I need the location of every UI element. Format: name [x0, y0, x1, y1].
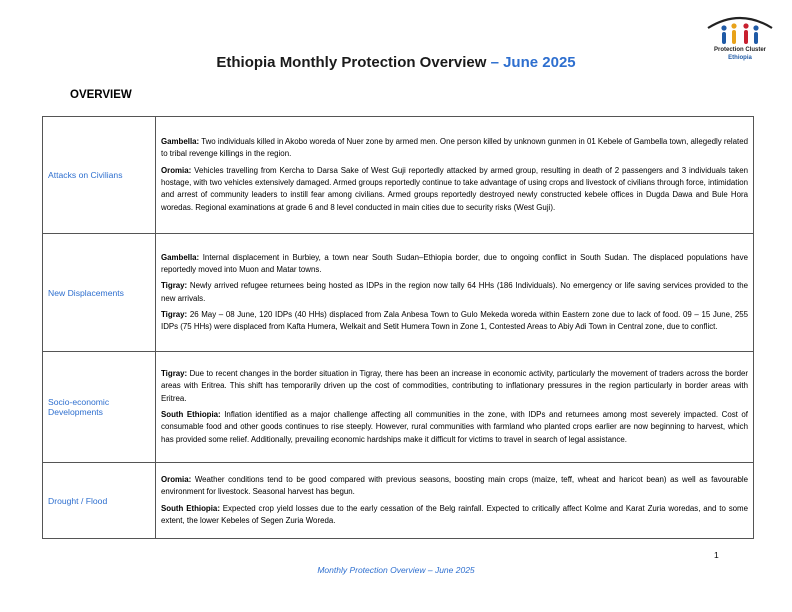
- logo-line1: Protection Cluster: [713, 47, 766, 53]
- page-footer: Monthly Protection Overview – June 2025: [317, 565, 475, 575]
- page-title: [0, 54, 792, 71]
- logo-arc: [708, 18, 772, 28]
- overview-table: [42, 116, 754, 539]
- table-row: [43, 117, 754, 234]
- paragraph-text: Due to recent changes in the border situation in Tigray, there has been an increase in economic activity, particularly the movement of traders across the border areas with Eritrea. This shift has temporarily driven up the cost of commodities, contributing to inflationary pressures in the region particularly in border areas with Eritrea.: [161, 369, 748, 403]
- paragraph: [161, 165, 748, 214]
- paragraph-text: Inflation identified as a major challenge affecting all communities in the zone, with IDPs and returnees among most severely impacted. Cost of consumable food and other goods continues to rise steeply. However, rural communities with farmland who planted crops earlier are now beginning to harvest, which has provided some relief. Additionally, prevailing economic hardships make it difficult for victims to travel in search of legal assistance.: [161, 410, 748, 444]
- paragraph-text: Internal displacement in Burbiey, a town near South Sudan–Ethiopia border, due to ongoing conflict in South Sudan. The displaced populations have reportedly moved into Muon and Matar towns.: [161, 252, 748, 274]
- paragraph: [161, 503, 748, 528]
- row-content: [156, 234, 754, 352]
- page-number: 1: [714, 550, 719, 560]
- region-label: South Ethiopia:: [161, 503, 220, 513]
- paragraph: [161, 136, 748, 161]
- row-category: Drought / Flood: [43, 463, 156, 539]
- row-content: [156, 352, 754, 463]
- region-label: Gambella:: [161, 137, 200, 147]
- title-accent: – June 2025: [490, 54, 576, 71]
- region-label: South Ethiopia:: [161, 410, 221, 419]
- paragraph: [161, 309, 748, 334]
- paragraph: [161, 368, 748, 405]
- region-label: Tigray:: [161, 369, 188, 379]
- logo-line2: Ethiopia: [728, 55, 752, 61]
- region-label: Oromia:: [161, 474, 192, 484]
- table-row: [43, 352, 754, 463]
- title-main: Ethiopia Monthly Protection Overview: [216, 54, 487, 71]
- region-label: Gambella:: [161, 252, 200, 262]
- paragraph-text: 26 May – 08 June, 120 IDPs (40 HHs) displaced from Zala Anbesa Town to Gulo Mekeda woreda within Eastern zone due to lack of food. 09 – 15 June, 255 IDPs (75 HHs) were displaced from Kafta Humera, Welkait and Setit Humera Town in Zone 1, Contested Areas to Abiy Adi Town in Central zone, due to conflict.: [161, 309, 748, 332]
- paragraph: [161, 409, 748, 446]
- paragraph: [161, 474, 748, 499]
- region-label: Tigray:: [161, 309, 188, 319]
- row-content: [156, 117, 754, 234]
- region-label: Tigray:: [161, 281, 188, 291]
- paragraph: [161, 280, 748, 305]
- row-category: Socio-economic Developments: [43, 352, 156, 463]
- paragraph-text: Weather conditions tend to be good compared with previous seasons, boosting main crops (maize, teff, wheat and haricot bean) as well as favourable environment for livestock. Seasonal harvest has begun.: [161, 474, 748, 497]
- paragraph: [161, 252, 748, 277]
- row-category: Attacks on Civilians: [43, 117, 156, 234]
- paragraph-text: Expected crop yield losses due to the early cessation of the Belg rainfall. Expected to critically affect Kolme and Karat Zuria woredas, and to some extent, the lower Kebeles of Segen Zuria Woreda.: [161, 503, 749, 525]
- table-row: [43, 234, 754, 352]
- row-content: [156, 463, 754, 539]
- paragraph-text: Vehicles travelling from Kercha to Darsa Sake of West Guji reportedly attacked by armed group, resulting in death of 2 passengers and 3 individuals taken hostage, with two vehicles extensively damaged. Armed groups reportedly continue to take advantage of using crops and livestock of civilians through force, intimidation and arrest of community leaders to instill fear among civilians. Armed groups reportedly destroyed newly constructed kebele offices in Dugda Dawa and Bule Hora woredas. Regional examinations at grade 6 and 8 level conducted in main cities due to security risks (West Guji).: [161, 165, 748, 212]
- paragraph-text: Two individuals killed in Akobo woreda of Nuer zone by armed men. One person killed by unknown gunmen in 01 Kebele of Gambella town, allegedly related to tribal revenge killings in the region.: [161, 137, 748, 159]
- section-heading: OVERVIEW: [70, 89, 132, 101]
- region-label: Oromia:: [161, 165, 192, 175]
- logo-figures: [721, 23, 758, 44]
- paragraph-text: Newly arrived refugee returnees being hosted as IDPs in the region now tally 64 HHs (186 Individuals). No emergency or life saving services provided to the new arrivals.: [161, 281, 748, 303]
- row-category: New Displacements: [43, 234, 156, 352]
- table-row: [43, 463, 754, 539]
